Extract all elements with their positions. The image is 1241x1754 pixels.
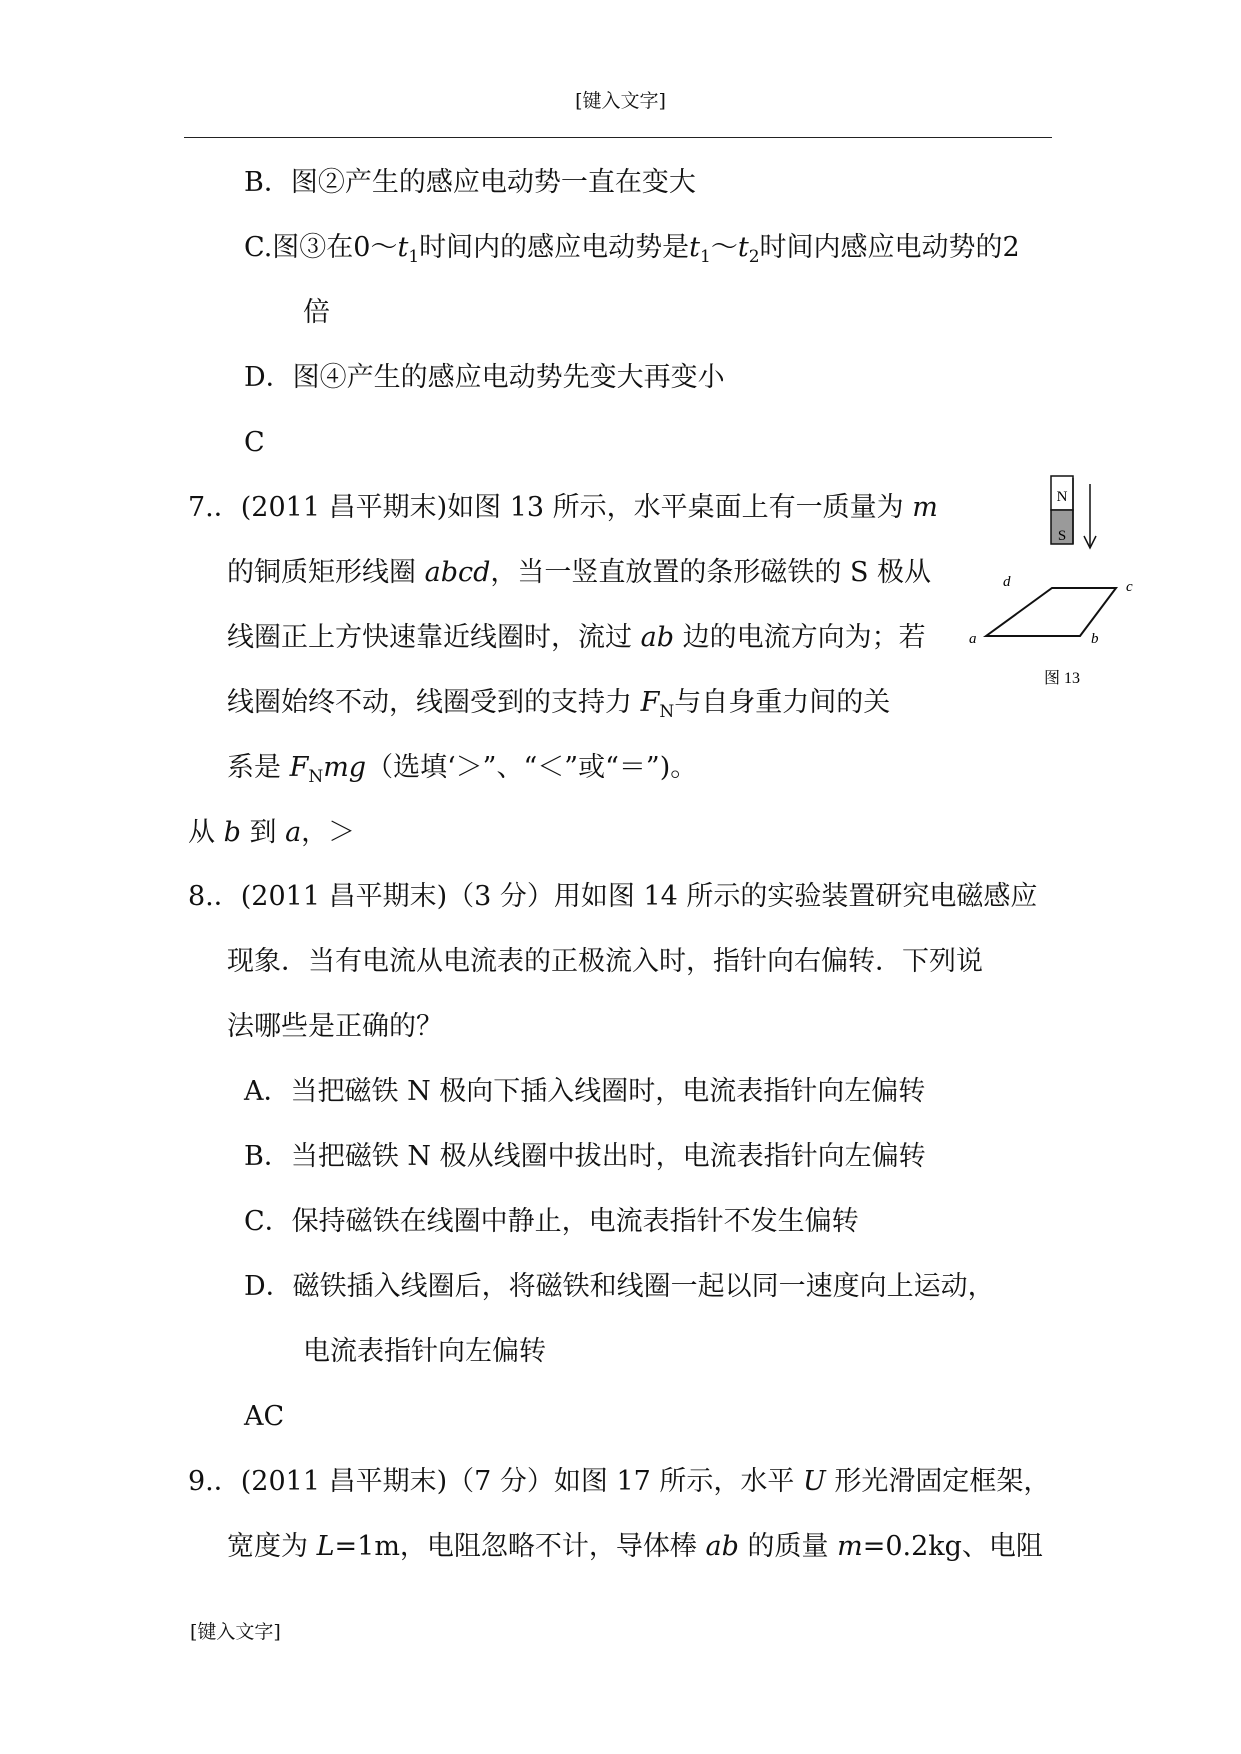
q8-line-3: 法哪些是正确的？ (227, 1011, 443, 1042)
q8-option-d: D．磁铁插入线圈后，将磁铁和线圈一起以同一速度向上运动， (244, 1271, 995, 1302)
q8-answer: AC (244, 1401, 285, 1432)
q8-line-2: 现象．当有电流从电流表的正极流入时，指针向右偏转．下列说 (227, 946, 983, 977)
q7-line-2: 的铜质矩形线圈 abcd，当一竖直放置的条形磁铁的 S 极从 (227, 557, 932, 588)
page-header: [键入文字] (575, 90, 666, 112)
q7-line-1: 7.．(2011 昌平期末)如图 13 所示，水平桌面上有一质量为 m (188, 492, 938, 523)
q8-option-b: B．当把磁铁 N 极从线圈中拔出时，电流表指针向左偏转 (244, 1141, 926, 1172)
q9-line-2: 宽度为 L=1m，电阻忽略不计，导体棒 ab 的质量 m=0.2kg、电阻 (227, 1531, 1043, 1562)
q6-option-c: C.图③在$0\sim t_1$时间内的感应电动势是$t_1\sim t_2$时间内感应电动势的2 (244, 232, 1020, 267)
coil-rectangle (986, 588, 1116, 636)
corner-label-b: b (1091, 631, 1099, 647)
magnet-n-label: N (1056, 489, 1068, 505)
q6-option-b: B．图②产生的感应电动势一直在变大 (244, 167, 696, 198)
q6-option-c-continuation: 倍 (303, 297, 330, 328)
header-rule (184, 137, 1052, 138)
corner-label-a: a (969, 631, 977, 647)
q7-answer: 从 b 到 a，＞ (188, 817, 356, 848)
corner-label-c: c (1126, 579, 1133, 595)
figure-13 (960, 470, 1140, 690)
q7-line-4: 线圈始终不动，线圈受到的支持力 $F_N$与自身重力间的关 (227, 687, 891, 722)
corner-label-d: d (1003, 574, 1011, 590)
page-footer: [键入文字] (190, 1621, 281, 1643)
q6-answer: C (244, 427, 265, 458)
magnet-s-label: S (1057, 528, 1067, 544)
q8-option-c: C．保持磁铁在线圈中静止，电流表指针不发生偏转 (244, 1206, 859, 1237)
q9-line-1: 9.．(2011 昌平期末)（7 分）如图 17 所示，水平 U 形光滑固定框架， (188, 1466, 1051, 1497)
q8-option-d-continuation: 电流表指针向左偏转 (303, 1336, 546, 1367)
q6-option-d: D．图④产生的感应电动势先变大再变小 (244, 362, 725, 393)
q7-line-5: 系是 $F_Nmg$（选填‘＞”、“＜”或“＝”)。 (227, 752, 698, 787)
q7-line-3: 线圈正上方快速靠近线圈时，流过 ab 边的电流方向为；若 (227, 622, 926, 653)
q8-option-a: A．当把磁铁 N 极向下插入线圈时，电流表指针向左偏转 (244, 1076, 926, 1107)
figure-13-caption: 图 13 (1044, 670, 1081, 687)
q8-line-1: 8.．(2011 昌平期末)（3 分）用如图 14 所示的实验装置研究电磁感应 (188, 881, 1038, 912)
